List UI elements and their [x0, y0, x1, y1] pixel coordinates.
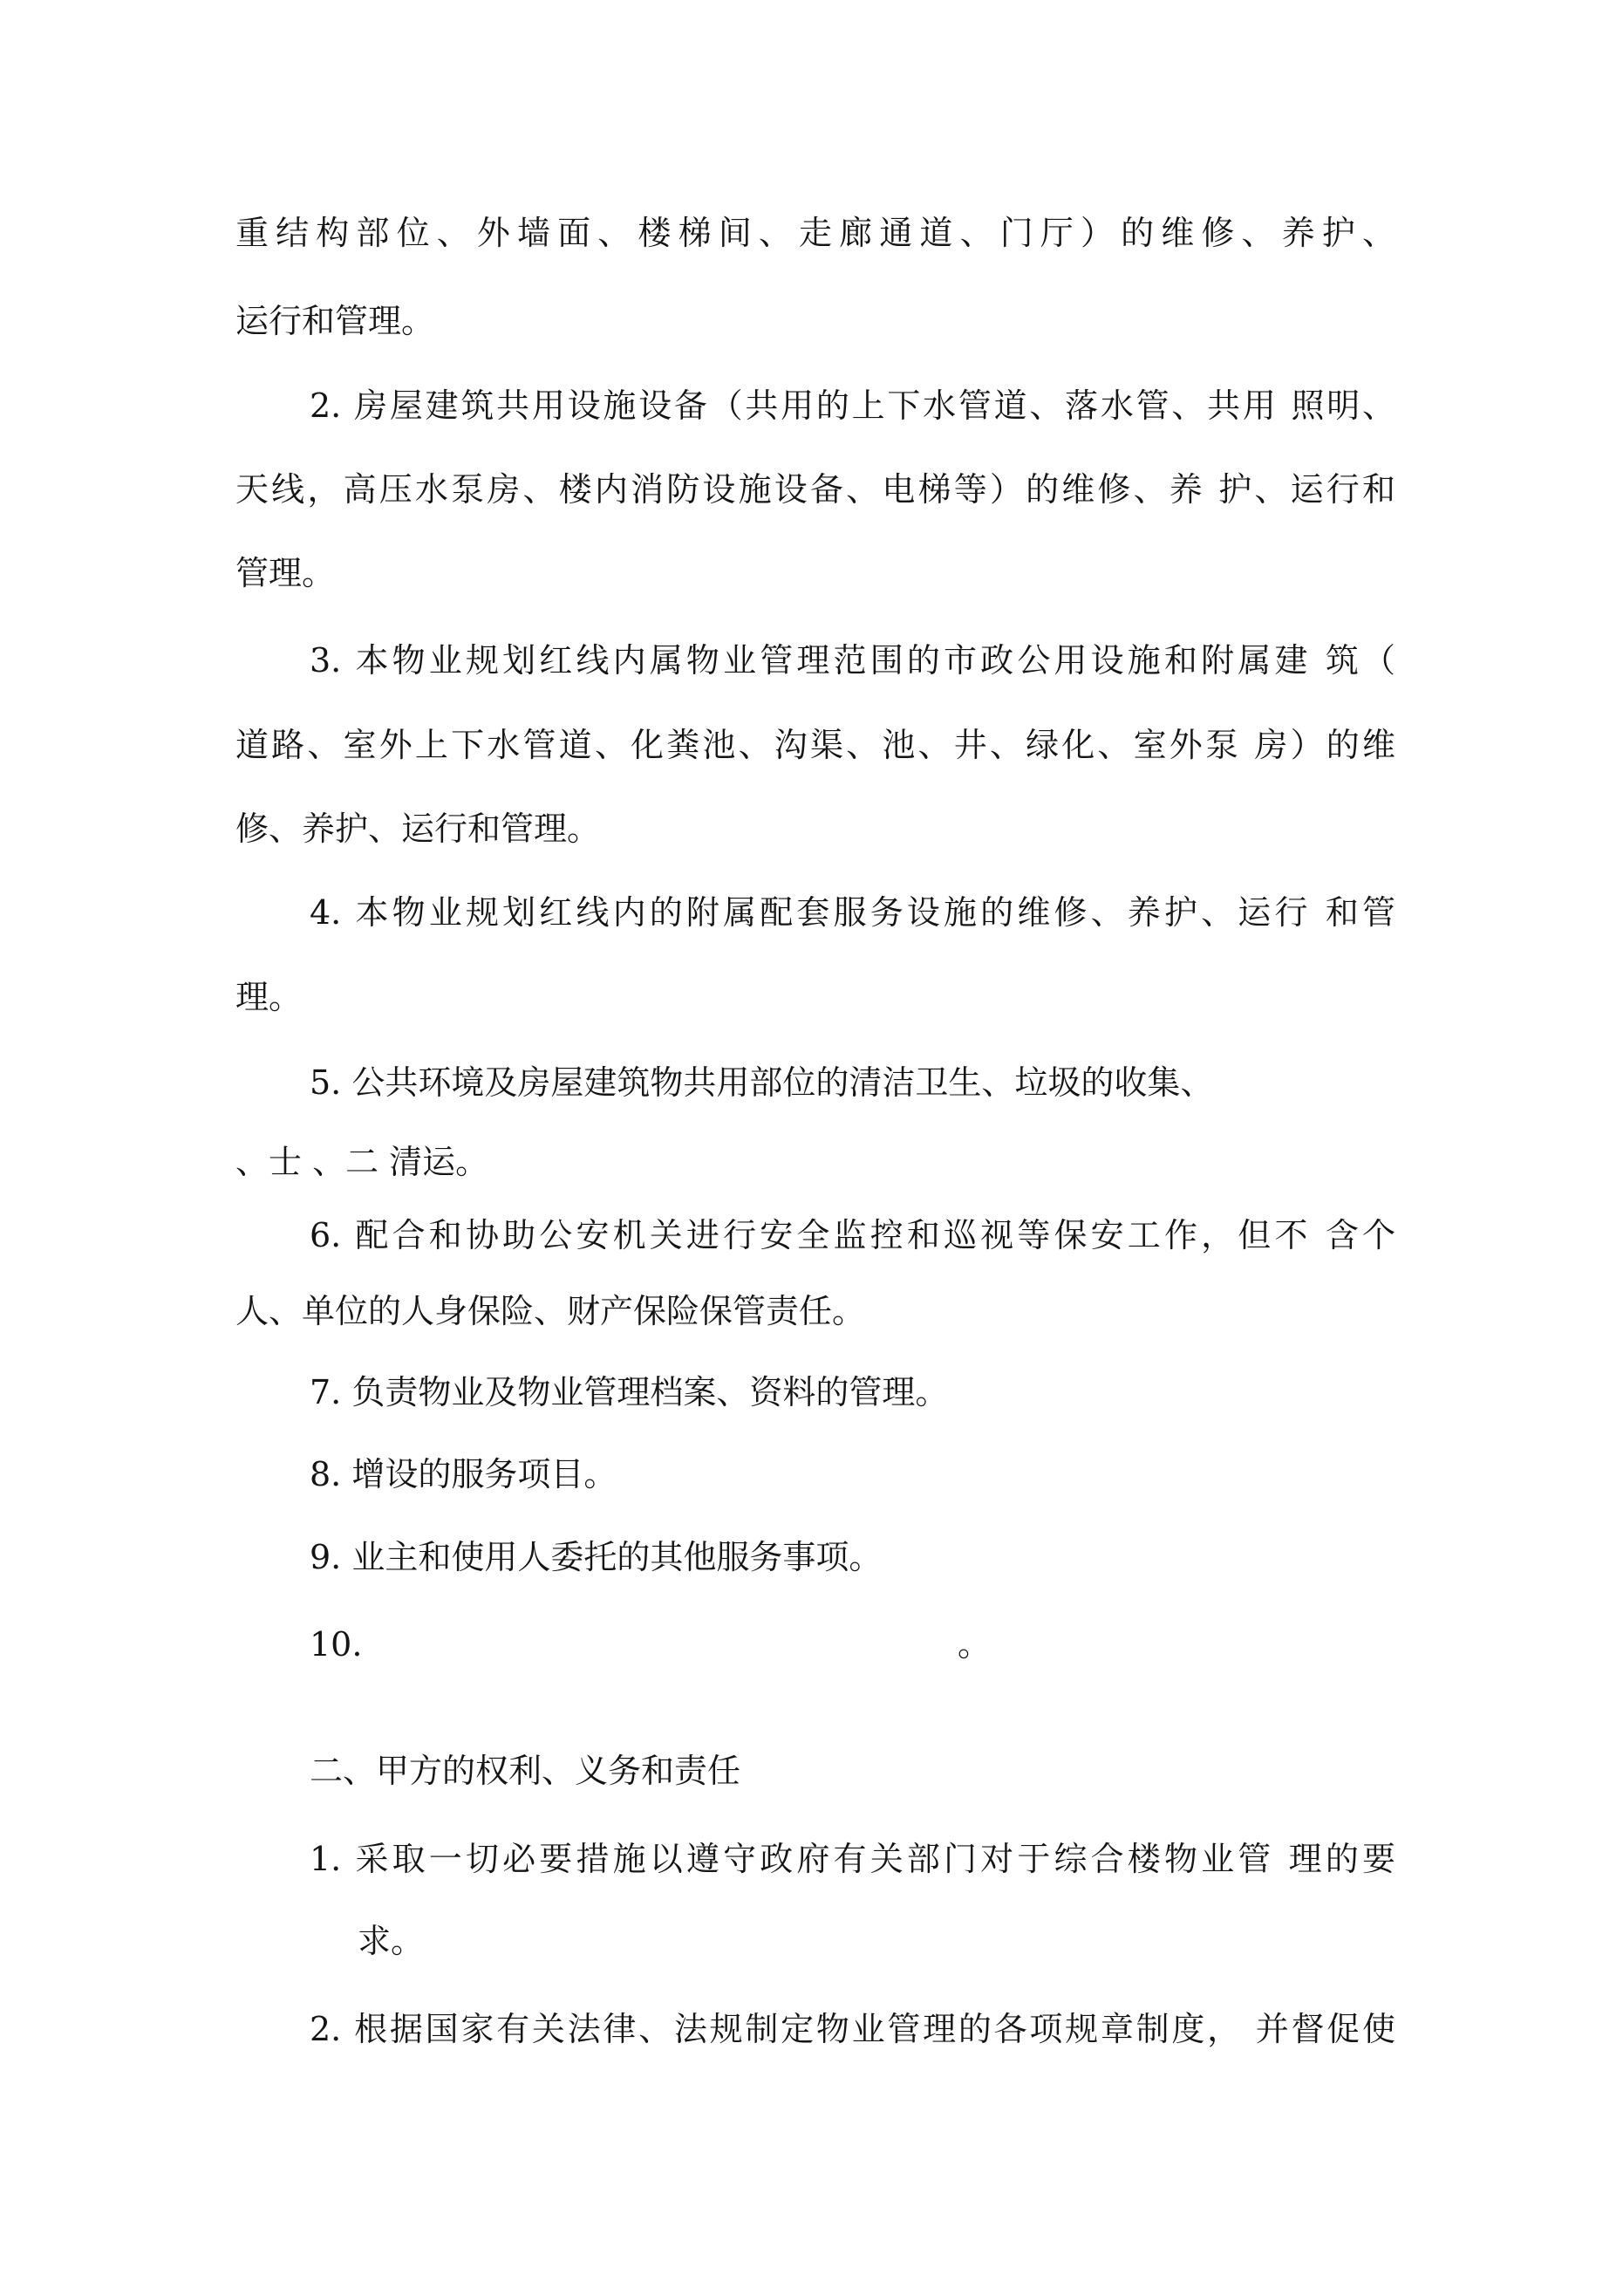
party-a-item-1-line-2: 求。: [358, 1922, 425, 1960]
list-item-8: 8. 增设的服务项目。: [310, 1455, 617, 1493]
section-heading: 二、甲方的权利、义务和责任: [310, 1752, 741, 1790]
list-item-10-number: 10.: [310, 1625, 363, 1664]
list-item-5-line-2: 、士 、二 清运。: [235, 1143, 489, 1181]
list-item-6-line-1: 6. 配合和协助公安机关进行安全监控和巡视等保安工作，但不 含个: [310, 1216, 1395, 1254]
list-item-3-line-2: 道路、室外上下水管道、化粪池、沟渠、池、井、绿化、室外泵 房）的维: [235, 726, 1395, 764]
list-item-2-line-2: 天线，高压水泵房、楼内消防设施设备、电梯等）的维修、养 护、运行和: [235, 470, 1395, 509]
list-item-2-line-3: 管理。: [235, 554, 336, 592]
list-item-5-line-1: 5. 公共环境及房屋建筑物共用部位的清洁卫生、垃圾的收集、: [310, 1063, 1214, 1102]
list-item-6-line-2: 人、单位的人身保险、财产保险保管责任。: [235, 1292, 866, 1330]
party-a-item-1-line-1: 1. 采取一切必要措施以遵守政府有关部门对于综合楼物业管 理的要: [310, 1840, 1395, 1878]
list-item-10-period: 。: [958, 1625, 992, 1664]
party-a-item-2-line-1: 2. 根据国家有关法律、法规制定物业管理的各项规章制度， 并督促使: [310, 2010, 1395, 2048]
text-line-2: 运行和管理。: [235, 302, 435, 340]
list-item-4-line-2: 理。: [235, 978, 303, 1016]
text-line-1: 重结构部位、外墙面、楼梯间、走廊通道、门厅）的维修、养护、: [235, 214, 1395, 252]
list-item-3-line-1: 3. 本物业规划红线内属物业管理范围的市政公用设施和附属建 筑（: [310, 641, 1395, 680]
list-item-3-line-3: 修、养护、运行和管理。: [235, 810, 601, 848]
list-item-4-line-1: 4. 本物业规划红线内的附属配套服务设施的维修、养护、运行 和管: [310, 893, 1395, 932]
list-item-2-line-1: 2. 房屋建筑共用设施设备（共用的上下水管道、落水管、共用 照明、: [310, 386, 1395, 425]
list-item-9: 9. 业主和使用人委托的其他服务事项。: [310, 1538, 883, 1576]
list-item-7: 7. 负责物业及物业管理档案、资料的管理。: [310, 1373, 949, 1411]
